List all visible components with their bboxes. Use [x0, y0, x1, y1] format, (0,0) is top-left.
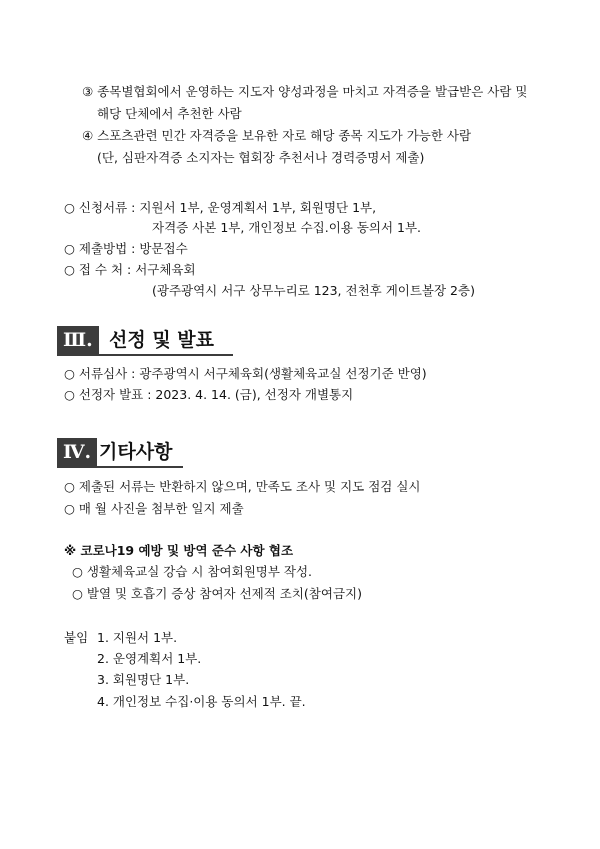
- covid-item-2: ○ 발열 및 호흡기 증상 참여자 선제적 조치(참여금지): [72, 586, 362, 601]
- application-documents-cont: 자격증 사본 1부, 개인정보 수집.이용 동의서 1부.: [152, 220, 422, 235]
- section-4-number: Ⅳ.: [57, 438, 97, 466]
- section-3-item-1: ○ 서류심사 : 광주광역시 서구체육회(생활체육교실 선정기준 반영): [64, 366, 427, 381]
- application-place: ○ 접 수 처 : 서구체육회: [64, 262, 196, 277]
- section-4-heading: [57, 438, 183, 468]
- qualification-4: ④ 스포츠관련 민간 자격증을 보유한 자로 해당 종목 지도가 가능한 사람: [82, 128, 472, 143]
- covid-heading: ※ 코로나19 예방 및 방역 준수 사항 협조: [64, 543, 294, 558]
- section-4-item-2: ○ 매 월 사진을 첨부한 일지 제출: [64, 501, 244, 516]
- attachment-item-2: 2. 운영계획서 1부.: [97, 651, 202, 666]
- attachment-item-4: 4. 개인정보 수집·이용 동의서 1부. 끝.: [97, 694, 306, 709]
- attachment-item-3: 3. 회원명단 1부.: [97, 672, 190, 687]
- section-3-title: 선정 및 발표: [109, 329, 214, 351]
- section-4-title: 기타사항: [99, 441, 173, 463]
- attachment-item-1: 1. 지원서 1부.: [97, 630, 178, 645]
- qualification-note: (단, 심판자격증 소지자는 협회장 추천서나 경력증명서 제출): [97, 150, 425, 165]
- application-address: (광주광역시 서구 상무누리로 123, 전천후 게이트볼장 2층): [152, 283, 475, 298]
- application-method: ○ 제출방법 : 방문접수: [64, 241, 188, 256]
- application-documents: ○ 신청서류 : 지원서 1부, 운영계획서 1부, 회원명단 1부,: [64, 200, 377, 215]
- section-3-item-2: ○ 선정자 발표 : 2023. 4. 14. (금), 선정자 개별통지: [64, 387, 354, 402]
- section-3-underline: [57, 354, 233, 356]
- section-4-underline: [57, 466, 183, 468]
- attachments-label: 붙임: [64, 630, 89, 645]
- qualification-3-line1: ③ 종목별협회에서 운영하는 지도자 양성과정을 마치고 자격증을 발급받은 사람 및: [82, 84, 528, 99]
- section-3-heading: [57, 326, 233, 356]
- section-3-number: Ⅲ.: [57, 326, 99, 354]
- qualification-3-line2: 해당 단체에서 추천한 사람: [97, 106, 242, 121]
- section-4-item-1: ○ 제출된 서류는 반환하지 않으며, 만족도 조사 및 지도 점검 실시: [64, 479, 421, 494]
- covid-item-1: ○ 생활체육교실 강습 시 참여회원명부 작성.: [72, 564, 313, 579]
